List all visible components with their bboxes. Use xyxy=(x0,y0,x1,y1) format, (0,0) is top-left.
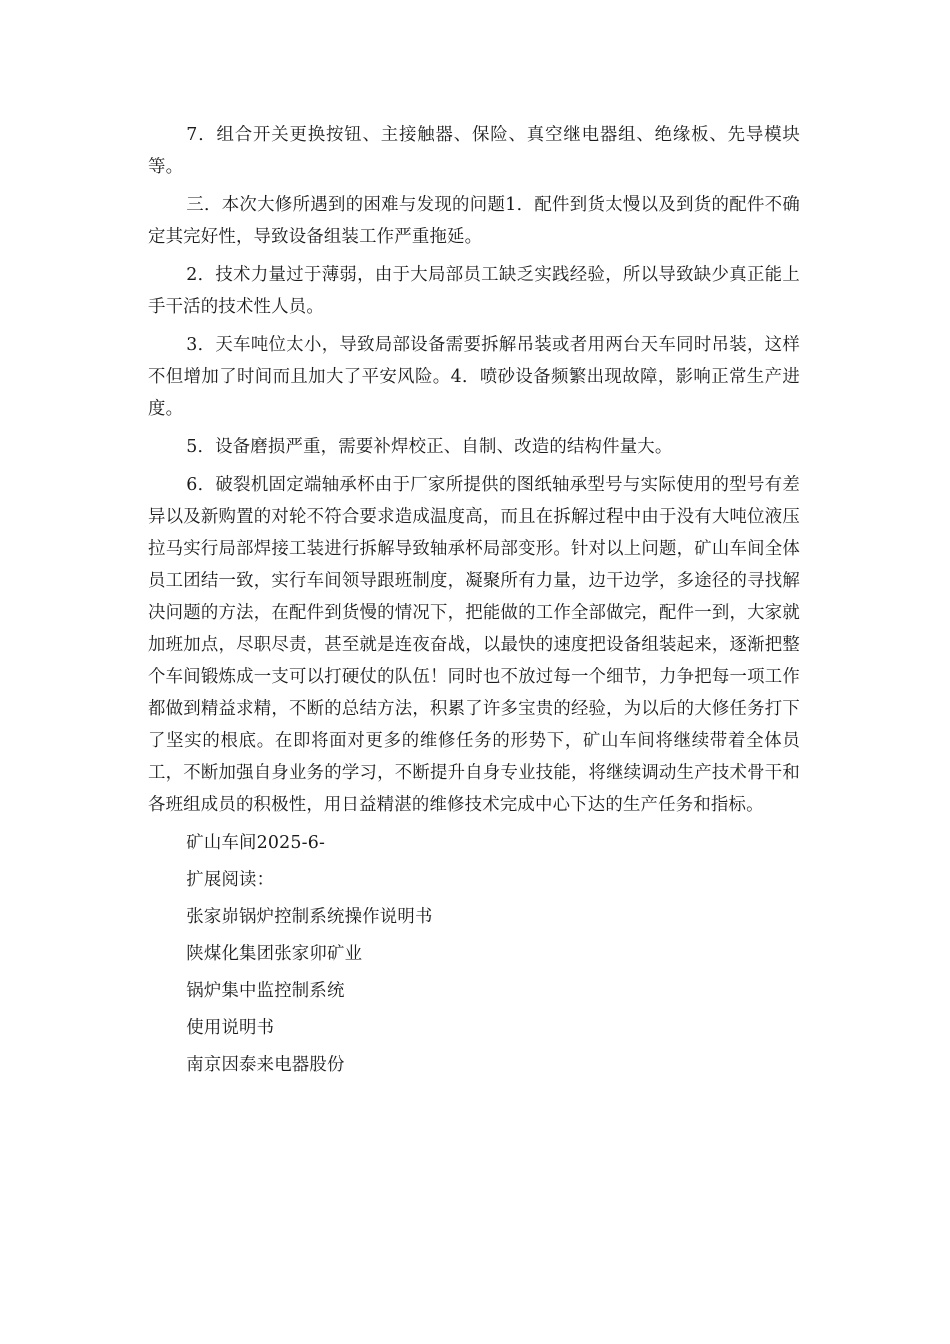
paragraph-problem-3-4: 3．天车吨位太小，导致局部设备需要拆解吊装或者用两台天车同时吊装，这样不但增加了时间而且加大了平安风险。4．喷砂设备频繁出现故障，影响正常生产进度。 xyxy=(148,335,800,419)
paragraph-section-3-problems: 三．本次大修所遇到的困难与发现的问题1．配件到货太慢以及到货的配件不确定其完好性，导致设备组装工作严重拖延。 xyxy=(148,195,800,247)
document-page xyxy=(148,119,800,1086)
extended-reading-item: 使用说明书 xyxy=(186,1018,275,1038)
signature-line: 矿山车间2025-6- xyxy=(186,833,326,853)
paragraph-item-7: 7．组合开关更换按钮、主接触器、保险、真空继电器组、绝缘板、先导模块等。 xyxy=(148,125,800,177)
extended-reading-heading: 扩展阅读： xyxy=(186,870,275,890)
extended-reading-item: 南京因泰来电器股份 xyxy=(186,1055,345,1075)
extended-reading-item: 陕煤化集团张家卯矿业 xyxy=(186,944,363,964)
extended-reading-item: 锅炉集中监控制系统 xyxy=(186,981,345,1001)
paragraph-problem-5: 5．设备磨损严重，需要补焊校正、自制、改造的结构件量大。 xyxy=(186,437,673,457)
paragraph-problem-2: 2．技术力量过于薄弱，由于大局部员工缺乏实践经验，所以导致缺少真正能上手干活的技术性人员。 xyxy=(148,265,800,317)
paragraph-problem-6: 6．破裂机固定端轴承杯由于厂家所提供的图纸轴承型号与实际使用的型号有差异以及新购置的对轮不符合要求造成温度高，而且在拆解过程中由于没有大吨位液压拉马实行局部焊接工装进行拆解导致轴承杯局部变形。针对以上问题，矿山车间全体员工团结一致，实行车间领导跟班制度，凝聚所有力量，边干边学，多途径的寻找解决问题的方法，在配件到货慢的情况下，把能做的工作全部做完，配件一到，大家就加班加点，尽职尽责，甚至就是连夜奋战，以最快的速度把设备组装起来，逐渐把整个车间锻炼成一支可以打硬仗的队伍！同时也不放过每一个细节，力争把每一项工作都做到精益求精，不断的总结方法，积累了许多宝贵的经验，为以后的大修任务打下了坚实的根底。在即将面对更多的维修任务的形势下，矿山车间将继续带着全体员工，不断加强自身业务的学习，不断提升自身专业技能，将继续调动生产技术骨干和各班组成员的积极性，用日益精湛的维修技术完成中心下达的生产任务和指标。 xyxy=(148,475,800,815)
extended-reading-item: 张家峁锅炉控制系统操作说明书 xyxy=(186,907,433,927)
